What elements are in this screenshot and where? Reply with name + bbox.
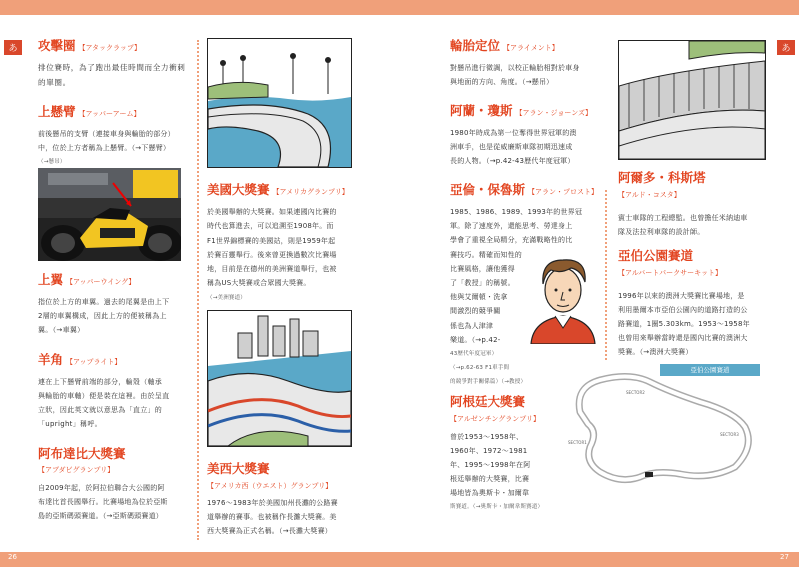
entry-upright (38, 352, 188, 431)
entry-argentina-gp: 阿根廷大獎賽 【アルゼンチングランプリ】 曾於1953～1958年、 1960年、1972～1981 年、1995～1998年在阿 根廷舉辦的大獎賽，比賽 場地皆為奧斯卡・加爾韋 斯賽道。（→奧斯卡・加爾韋斯賽道） (450, 394, 560, 514)
entry-body: 指位於上方的車翼。過去的尾翼是由上下 2層的車翼構成，因此上方的便被稱為上 翼。（→車翼） (38, 298, 170, 334)
entry-body: 對懸吊進行微調，以校正輪胎相對於車身 與地面的方向、角度。（→懸吊） (450, 64, 580, 86)
entry-alignment (450, 38, 605, 89)
map-label: 亞伯公園賽道 (690, 366, 730, 374)
entry-upper-arm (38, 104, 188, 169)
entry-title: 上翼 【アッパーウイング】 (38, 272, 136, 287)
entry-body: 於美國舉辦的大獎賽。如果連國內比賽的 時代也算進去，可以追溯至1908年。而 F1世界錦標賽的美國站，則是1959年起 於賽百靈舉行。後來曾更換過數次比賽場 地，目前是在德州的美洲賽道舉行，也被 稱為US大獎賽或合眾國大獎賽。 （→美洲賽道） (207, 208, 337, 301)
entry-body: 1985、1986、1989、1993年的世界冠 軍。除了速度外，還能思考、勞達身上 學會了重視全局精分，充滿戰略性的比 賽技巧。精確而知性的 比賽風格，讓他獲得 了「教授」的稱號。 他與艾爾頓・洗拿 間激烈的競爭關 係也為人津津 樂道。（→p.42- 43歷代年度冠軍） （→p.62-63 F1車手間 的競爭對手關係篇）（→教授） (450, 208, 583, 386)
sector-label: SECTOR3 (720, 432, 739, 437)
entry-title: 阿根廷大獎賽 (450, 394, 526, 409)
entry-attack-lap (38, 38, 188, 90)
entry-body: 排位賽時，為了跑出最佳時間而全力衝刺的單圈。 (38, 63, 186, 87)
entry-title: 美西大獎賽 (207, 461, 270, 476)
page-number-right: 27 (780, 553, 789, 561)
entry-title: 亞伯公園賽道 (618, 248, 694, 263)
entry-body: 1976～1983年於美國加州長灘的公路賽 道舉辦的賽事。也被稱作長灘大獎賽。美 西大獎賽為正式名稱。（→長灘大獎賽） (207, 499, 338, 535)
entry-body: 1996年以來的澳洲大獎賽比賽場地，是 利用墨爾本市亞伯公園內的道路打造的公 路賽道，1圈5.303km。1953～1958年 也曾用來舉辦當時還是國內比賽的澳洲大 獎賽。（→澳洲大獎賽） (618, 292, 750, 356)
column-divider (197, 40, 199, 540)
top-band (0, 0, 799, 15)
entry-title: 輪胎定位 【アライメント】 (450, 38, 559, 53)
prost-portrait (523, 252, 603, 344)
us-gp-illustration (207, 38, 352, 168)
albert-park-map (560, 362, 765, 487)
entry-title: 美國大獎賽 【アメリカグランプリ】 (207, 182, 349, 197)
sector-label: SECTOR2 (626, 390, 645, 395)
sector-label: SECTOR1 (568, 440, 587, 445)
entry-us-west-gp: 美西大獎賽 【アメリカ西（ウエスト）グランプリ】 1976～1983年於美國加州長灘的公路賽 道舉辦的賽事。也被稱作長灘大獎賽。美 西大獎賽為正式名稱。（→長灘大獎賽） (207, 461, 352, 538)
column-divider (605, 190, 607, 360)
entry-title: 上懸臂 【アッパーアーム】 (38, 104, 141, 119)
entry-body: 曾於1953～1958年、 1960年、1972～1981 年、1995～1998年在阿 根廷舉辦的大獎賽，比賽 場地皆為奧斯卡・加爾韋 斯賽道。（→奧斯卡・加爾韋斯賽道） (450, 433, 544, 510)
entry-body: 1980年時成為第一位奪得世界冠軍的澳 洲車手，也是從威廉斯車隊初期迅速成 長的人物。（→p.42-43歷代年度冠軍） (450, 129, 577, 165)
entry-alan-jones (450, 103, 610, 168)
entry-abu-dhabi-gp: 阿布達比大獎賽 【アブダビグランプリ】 自2009年起，於阿拉伯聯合大公國的阿 布達比首長國舉行。比賽場地為位於亞斯 島的亞斯碼頭賽道。（→亞斯碼頭賽道） (38, 446, 193, 523)
entry-body: 自2009年起，於阿拉伯聯合大公國的阿 布達比首長國舉行。比賽場地為位於亞斯 島的亞斯碼頭賽道。（→亞斯碼頭賽道） (38, 484, 168, 520)
entry-title: 羊角 【アップライト】 (38, 352, 122, 367)
entry-title: 阿爾多・科斯塔 (618, 170, 706, 185)
bottom-band (0, 552, 799, 567)
index-tab-right: あ (777, 40, 795, 55)
entry-title: 阿布達比大獎賽 (38, 446, 126, 461)
renault-car-photo (38, 168, 181, 261)
entry-albert-park-circuit: 亞伯公園賽道 【アルバートパークサーキット】 1996年以來的澳洲大獎賽比賽場地，是 利用墨爾本市亞伯公園內的道路打造的公 路賽道，1圈5.303km。1953～1958年 也曾用來舉辦當時還是國內比賽的澳洲大 獎賽。（→澳洲大獎賽） (618, 248, 768, 359)
page-number-left: 26 (8, 553, 17, 561)
entry-title: 攻擊圈 【アタックラップ】 (38, 38, 141, 53)
albert-park-illustration (618, 40, 766, 160)
entry-title: 阿蘭・瓊斯 【アラン・ジョーンズ】 (450, 103, 593, 118)
index-tab-left: あ (4, 40, 22, 55)
entry-body: 連在上下懸臂前端的部分，輪殼（軸承 與輪胎的車軸）便是裝在這裡。由於呈直 立狀，因此英文就以意思為「直立」的 「upright」稱呼。 (38, 378, 170, 428)
entry-upper-wing (38, 272, 188, 337)
entry-body: 前後懸吊的支臂（連接車身與輪胎的部分） 中，位於上方者稱為上懸臂。（→下懸臂） （→懸吊） (38, 130, 175, 165)
us-west-gp-illustration (207, 310, 352, 447)
entry-body: 賓士車隊的工程總監。也曾擔任米納迪車 隊及法拉利車隊的設計師。 (618, 214, 748, 236)
entry-aldo-costa: 阿爾多・科斯塔 【アルド・コスタ】 賓士車隊的工程總監。也曾擔任米納迪車 隊及法拉利車隊的設計師。 (618, 170, 768, 239)
entry-us-gp (207, 182, 352, 305)
entry-title: 亞倫・保魯斯 【アラン・プロスト】 (450, 182, 599, 197)
